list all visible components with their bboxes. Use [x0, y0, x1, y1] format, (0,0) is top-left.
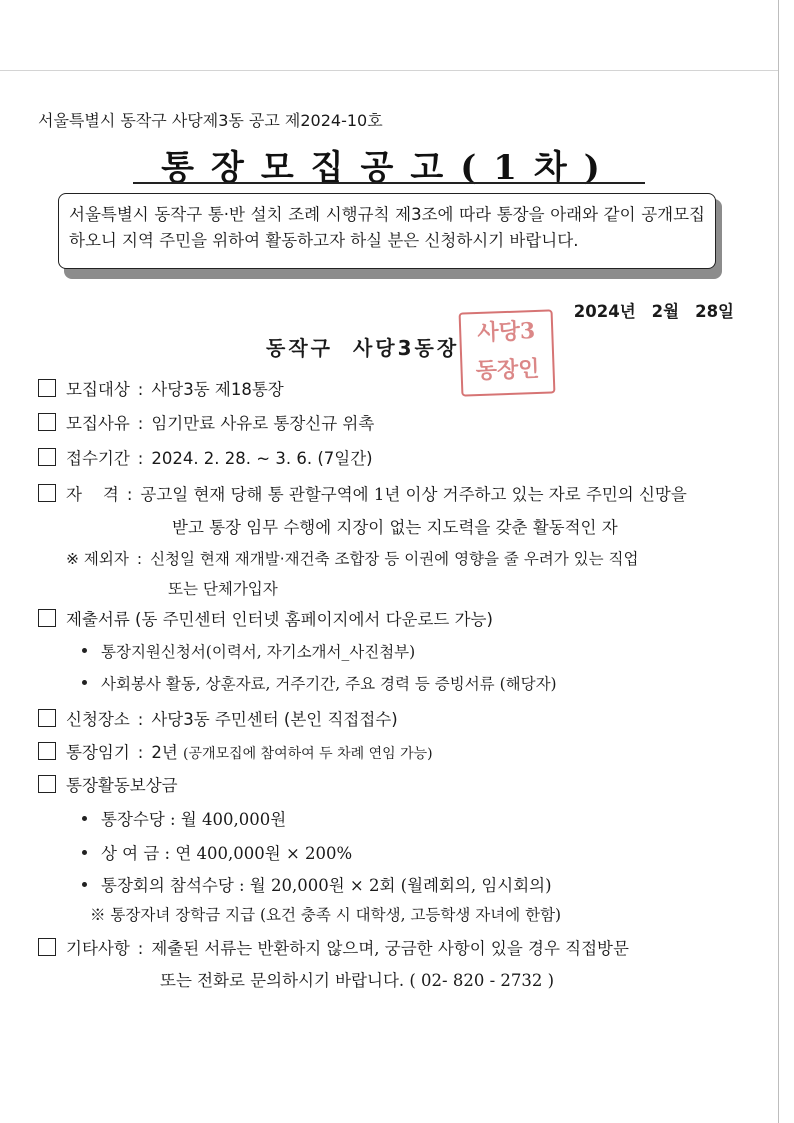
- item-place: 신청장소 : 사당3동 주민센터 (본인 직접접수): [38, 706, 398, 730]
- bullet-icon: [82, 850, 87, 855]
- exclusion-line-1: 신청일 현재 재개발·재건축 조합장 등 이권에 영향을 줄 우려가 있는 직업: [150, 550, 639, 568]
- item-value: 2년: [151, 743, 178, 762]
- qualification-line-1: 공고일 현재 당해 통 관할구역에 1년 이상 거주하고 있는 자로 주민의 신망을: [140, 485, 687, 504]
- date-month: 2월: [651, 302, 680, 321]
- bullet-icon: [82, 882, 87, 887]
- item-label: 자 격: [66, 485, 119, 504]
- document-list-item: 통장지원신청서(이력서, 자기소개서_사진첨부): [82, 640, 415, 662]
- document-list-item: 사회봉사 활동, 상훈자료, 거주기간, 주요 경력 등 증빙서류 (해당자): [82, 672, 557, 694]
- item-label: 제출서류 (동 주민센터 인터넷 홈페이지에서 다운로드 가능): [66, 610, 493, 629]
- page-title: 통장모집공고(1차): [161, 148, 617, 188]
- item-value: 사당3동 주민센터 (본인 직접접수): [151, 710, 398, 729]
- issuer-title: 사당3동장: [352, 336, 460, 360]
- checkbox-icon: [38, 484, 56, 502]
- title-underline: [133, 182, 645, 184]
- bullet-icon: [82, 816, 87, 821]
- compensation-list-item: 상 여 금 : 연 400,000원 × 200%: [82, 840, 352, 864]
- etc-line-2: 또는 전화로 문의하시기 바랍니다. ( 02- 820 - 2732 ): [160, 971, 555, 990]
- item-value: 2024. 2. 28. ~ 3. 6. (7일간): [151, 449, 373, 468]
- item-label: 접수기간: [66, 449, 130, 468]
- page-right-edge: [778, 0, 779, 1123]
- intro-box: 서울특별시 동작구 통·반 설치 조례 시행규칙 제3조에 따라 통장을 아래와 같이 공개모집 하오니 지역 주민을 위하여 활동하고자 하실 분은 신청하시기 바랍니다.: [58, 193, 716, 269]
- official-seal: 사당3 동장인: [459, 309, 556, 396]
- item-target: 모집대상 : 사당3동 제18통장: [38, 376, 284, 400]
- item-period: 접수기간 : 2024. 2. 28. ~ 3. 6. (7일간): [38, 445, 373, 469]
- item-value: 사당3동 제18통장: [151, 380, 284, 399]
- checkbox-icon: [38, 709, 56, 727]
- page-top-edge: [0, 70, 778, 71]
- checkbox-icon: [38, 938, 56, 956]
- notice-number: 서울특별시 동작구 사당제3동 공고 제2024-10호: [38, 111, 383, 130]
- checkbox-icon: [38, 742, 56, 760]
- issuer-district: 동작구: [266, 336, 333, 360]
- issuer: [266, 332, 459, 361]
- compensation-list-item: 통장수당 : 월 400,000원: [82, 806, 286, 830]
- item-compensation: [38, 772, 178, 796]
- item-documents: [38, 606, 493, 630]
- item-etc: 기타사항 : 제출된 서류는 반환하지 않으며, 궁금한 사항이 있을 경우 직접방문: [38, 935, 629, 959]
- etc-line-1: 제출된 서류는 반환하지 않으며, 궁금한 사항이 있을 경우 직접방문: [151, 939, 629, 958]
- item-label: 기타사항: [66, 939, 130, 958]
- term-note: (공개모집에 참여하여 두 차례 연임 가능): [183, 746, 433, 762]
- notice-date: [574, 298, 734, 322]
- exclusion-label: ※ 제외자: [66, 550, 129, 568]
- item-label: 모집사유: [66, 414, 130, 433]
- date-year: 2024년: [573, 302, 636, 321]
- compensation-note: ※ 통장자녀 장학금 지급 (요건 충족 시 대학생, 고등학생 자녀에 한함): [90, 906, 562, 924]
- checkbox-icon: [38, 379, 56, 397]
- qualification-line-2: 받고 통장 임무 수행에 지장이 없는 지도력을 갖춘 활동적인 자: [172, 518, 618, 537]
- item-reason: 모집사유 : 임기만료 사유로 통장신규 위촉: [38, 410, 374, 434]
- bullet-icon: [82, 648, 87, 653]
- exclusion-line-2: 또는 단체가입자: [168, 580, 278, 598]
- compensation-list-item: 통장회의 참석수당 : 월 20,000원 × 2회 (월례회의, 임시회의): [82, 872, 552, 896]
- checkbox-icon: [38, 609, 56, 627]
- item-qualification: 자 격 : 공고일 현재 당해 통 관할구역에 1년 이상 거주하고 있는 자로 주민의 신망을: [38, 481, 687, 505]
- item-label: 통장활동보상금: [66, 776, 178, 795]
- item-term: 통장임기 : 2년 (공개모집에 참여하여 두 차례 연임 가능): [38, 739, 433, 763]
- item-value: 임기만료 사유로 통장신규 위촉: [151, 414, 375, 433]
- item-exclusion: ※ 제외자 : 신청일 현재 재개발·재건축 조합장 등 이권에 영향을 줄 우려가 있는 직업: [66, 550, 639, 568]
- checkbox-icon: [38, 413, 56, 431]
- date-day: 28일: [695, 302, 734, 321]
- item-label: 통장임기: [66, 743, 130, 762]
- item-label: 모집대상: [66, 380, 130, 399]
- item-label: 신청장소: [66, 710, 130, 729]
- checkbox-icon: [38, 775, 56, 793]
- bullet-icon: [82, 680, 87, 685]
- checkbox-icon: [38, 448, 56, 466]
